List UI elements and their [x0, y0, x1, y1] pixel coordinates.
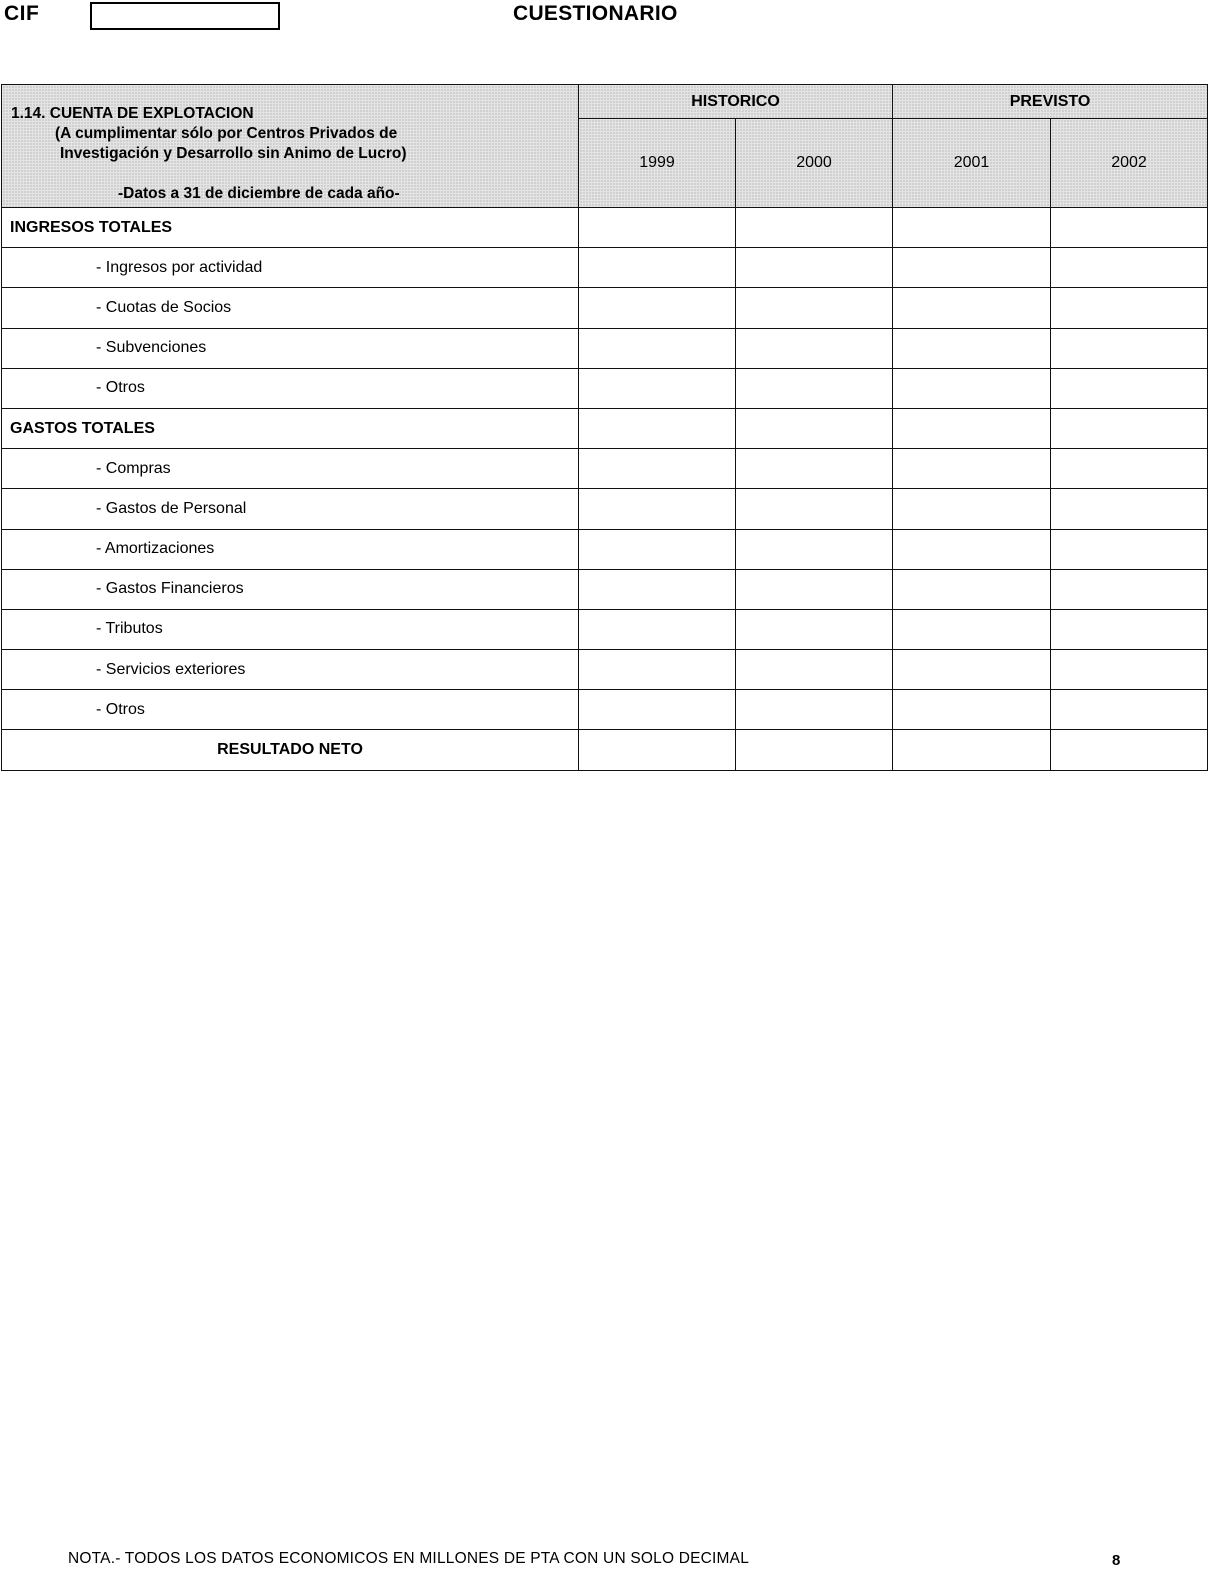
value-cell[interactable]: [579, 650, 736, 690]
value-cell[interactable]: [1051, 609, 1208, 649]
value-cell[interactable]: [1051, 650, 1208, 690]
table-row: [2, 368, 1208, 408]
row-label: - Ingresos por actividad: [2, 248, 579, 288]
value-cell[interactable]: [736, 650, 893, 690]
table-row: [2, 248, 1208, 288]
value-cell[interactable]: [579, 609, 736, 649]
value-cell[interactable]: [1051, 248, 1208, 288]
year-header: 2000: [736, 119, 893, 208]
income-statement-table: [1, 84, 1208, 771]
row-label: RESULTADO NETO: [2, 730, 579, 770]
row-label: - Servicios exteriores: [2, 650, 579, 690]
value-cell[interactable]: [736, 569, 893, 609]
row-label: - Cuotas de Socios: [2, 288, 579, 328]
page-title: CUESTIONARIO: [513, 2, 678, 25]
value-cell[interactable]: [736, 328, 893, 368]
table-row: [2, 730, 1208, 770]
section-title: 1.14. CUENTA DE EXPLOTACION: [11, 105, 254, 122]
value-cell[interactable]: [1051, 208, 1208, 248]
table-row: [2, 449, 1208, 489]
value-cell[interactable]: [893, 609, 1051, 649]
table-row: [2, 288, 1208, 328]
value-cell[interactable]: [579, 449, 736, 489]
table-row: [2, 529, 1208, 569]
footer-note: NOTA.- TODOS LOS DATOS ECONOMICOS EN MILLONES DE PTA CON UN SOLO DECIMAL: [68, 1550, 750, 1567]
year-header: 2001: [893, 119, 1051, 208]
value-cell[interactable]: [736, 489, 893, 529]
value-cell[interactable]: [893, 368, 1051, 408]
value-cell[interactable]: [736, 690, 893, 730]
value-cell[interactable]: [893, 690, 1051, 730]
value-cell[interactable]: [736, 208, 893, 248]
value-cell[interactable]: [579, 248, 736, 288]
value-cell[interactable]: [1051, 569, 1208, 609]
table-row: [2, 328, 1208, 368]
value-cell[interactable]: [736, 408, 893, 448]
row-label: - Compras: [2, 449, 579, 489]
value-cell[interactable]: [1051, 328, 1208, 368]
value-cell[interactable]: [1051, 449, 1208, 489]
value-cell[interactable]: [1051, 368, 1208, 408]
value-cell[interactable]: [1051, 489, 1208, 529]
row-label: - Otros: [2, 368, 579, 408]
table-row: [2, 408, 1208, 448]
value-cell[interactable]: [579, 730, 736, 770]
value-cell[interactable]: [579, 368, 736, 408]
row-label: INGRESOS TOTALES: [2, 208, 579, 248]
value-cell[interactable]: [893, 730, 1051, 770]
table-row: [2, 489, 1208, 529]
value-cell[interactable]: [579, 408, 736, 448]
value-cell[interactable]: [579, 569, 736, 609]
group-header-previsto: PREVISTO: [893, 85, 1208, 119]
value-cell[interactable]: [736, 248, 893, 288]
value-cell[interactable]: [893, 449, 1051, 489]
value-cell[interactable]: [893, 248, 1051, 288]
date-note: -Datos a 31 de diciembre de cada año-: [118, 185, 400, 202]
value-cell[interactable]: [579, 328, 736, 368]
value-cell[interactable]: [1051, 690, 1208, 730]
row-label: GASTOS TOTALES: [2, 408, 579, 448]
table-row: [2, 609, 1208, 649]
value-cell[interactable]: [1051, 408, 1208, 448]
value-cell[interactable]: [893, 208, 1051, 248]
value-cell[interactable]: [1051, 730, 1208, 770]
value-cell[interactable]: [579, 529, 736, 569]
table-row: [2, 208, 1208, 248]
section-subtitle-line1: (A cumplimentar sólo por Centros Privados de: [55, 125, 398, 142]
page-number: 8: [1112, 1552, 1121, 1569]
section-subtitle-line2: Investigación y Desarrollo sin Animo de Lucro): [60, 145, 407, 162]
table-title-cell: [2, 85, 579, 208]
value-cell[interactable]: [1051, 288, 1208, 328]
table-row: [2, 569, 1208, 609]
value-cell[interactable]: [893, 489, 1051, 529]
table-row: [2, 690, 1208, 730]
value-cell[interactable]: [1051, 529, 1208, 569]
value-cell[interactable]: [893, 650, 1051, 690]
value-cell[interactable]: [579, 690, 736, 730]
cif-input[interactable]: [90, 2, 280, 30]
value-cell[interactable]: [579, 288, 736, 328]
row-label: - Otros: [2, 690, 579, 730]
value-cell[interactable]: [893, 328, 1051, 368]
year-header: 1999: [579, 119, 736, 208]
row-label: - Gastos Financieros: [2, 569, 579, 609]
row-label: - Subvenciones: [2, 328, 579, 368]
value-cell[interactable]: [736, 609, 893, 649]
value-cell[interactable]: [736, 730, 893, 770]
value-cell[interactable]: [893, 288, 1051, 328]
cif-label: CIF: [4, 2, 40, 25]
value-cell[interactable]: [579, 489, 736, 529]
value-cell[interactable]: [893, 529, 1051, 569]
value-cell[interactable]: [736, 288, 893, 328]
value-cell[interactable]: [893, 408, 1051, 448]
value-cell[interactable]: [736, 368, 893, 408]
value-cell[interactable]: [736, 449, 893, 489]
group-header-historico: HISTORICO: [579, 85, 893, 119]
row-label: - Gastos de Personal: [2, 489, 579, 529]
value-cell[interactable]: [893, 569, 1051, 609]
year-header: 2002: [1051, 119, 1208, 208]
table-row: [2, 650, 1208, 690]
value-cell[interactable]: [736, 529, 893, 569]
row-label: - Tributos: [2, 609, 579, 649]
row-label: - Amortizaciones: [2, 529, 579, 569]
value-cell[interactable]: [579, 208, 736, 248]
